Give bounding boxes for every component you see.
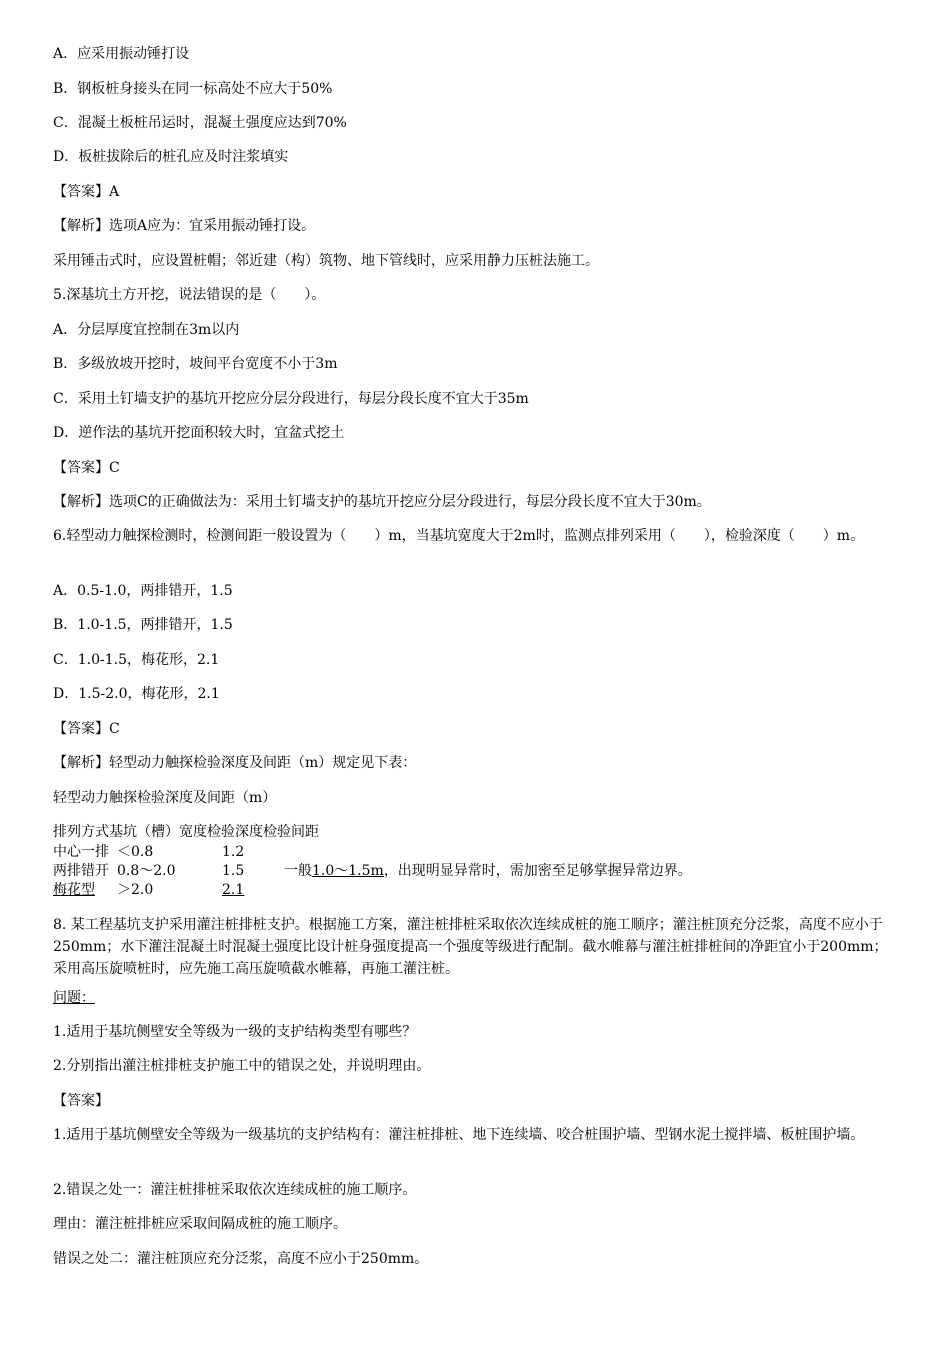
q8-q1: 1.适用于基坑侧壁安全等级为一级的支护结构类型有哪些？ — [53, 1024, 417, 1040]
q4-analysis: 【解析】选项A应为：宜采用振动锤打设。 — [53, 218, 316, 234]
row-depth: 1.5 — [222, 863, 245, 879]
q8-a1: 1.适用于基坑侧壁安全等级为一级基坑的支护结构有：灌注桩排桩、地下连续墙、咬合桩围护墙、型钢水泥土搅拌墙、板桩围护墙。 — [53, 1127, 865, 1143]
q6-analysis: 【解析】轻型动力触探检验深度及间距（m）规定见下表： — [53, 755, 417, 771]
q8-text: 8. 某工程基坑支护采用灌注桩排桩支护。根据施工方案，灌注桩排桩采取依次连续成桩的施工顺序；灌注桩顶充分泛浆，高度不应小于250mm；水下灌注混凝土时混凝土强度比设计桩身强度提高一个强度等级进行配制。截水帷幕与灌注桩排桩间的净距宜小于200mm；采用高压旋喷桩时，应先施工高压旋喷截水帷幕，再施工灌注桩。 — [53, 917, 888, 977]
q8-a2-reason: 理由：灌注桩排桩应采取间隔成桩的施工顺序。 — [53, 1216, 347, 1232]
q6-option-a: A．0.5-1.0，两排错开，1.5 — [53, 583, 233, 599]
spacing-suffix: ，出现明显异常时，需加密至足够掌握异常边界。 — [383, 863, 692, 879]
q5-option-c: C．采用土钉墙支护的基坑开挖应分层分段进行，每层分段长度不宜大于35m — [53, 391, 529, 407]
table-title: 轻型动力触探检验深度及间距（m） — [53, 790, 277, 806]
q4-option-d: D．板桩拔除后的桩孔应及时注浆填实 — [53, 149, 289, 165]
q5-question: 5.深基坑土方开挖，说法错误的是（ ）。 — [53, 287, 326, 303]
q5-analysis: 【解析】选项C的正确做法为：采用土钉墙支护的基坑开挖应分层分段进行，每层分段长度不宜大于30m。 — [53, 494, 711, 510]
q4-option-c: C．混凝土板桩吊运时，混凝土强度应达到70% — [53, 115, 347, 131]
q6-question: 6.轻型动力触探检测时，检测间距一般设置为（ ）m，当基坑宽度大于2m时，监测点排列采用（ ），检验深度（ ）m。 — [53, 528, 865, 544]
q5-answer: 【答案】C — [53, 460, 120, 476]
q8-answer-label: 【答案】 — [53, 1093, 109, 1109]
q8-q2: 2.分别指出灌注桩排桩支护施工中的错误之处，并说明理由。 — [53, 1058, 431, 1074]
q5-option-a: A．分层厚度宜控制在3m以内 — [53, 322, 240, 338]
row-width: ＞2.0 — [117, 882, 154, 898]
table-header: 排列方式基坑（槽）宽度检验深度检验间距 — [53, 824, 319, 840]
q4-note: 采用锤击式时，应设置桩帽；邻近建（构）筑物、地下管线时，应采用静力压桩法施工。 — [53, 253, 599, 269]
row-arrangement: 中心一排 — [53, 844, 109, 860]
row-spacing — [284, 862, 692, 880]
row-width: ＜0.8 — [117, 844, 154, 860]
row-depth: 2.1 — [222, 882, 245, 898]
q5-option-b: B．多级放坡开挖时，坡间平台宽度不小于3m — [53, 356, 338, 372]
q6-option-c: C．1.0-1.5，梅花形，2.1 — [53, 652, 220, 668]
row-arrangement: 两排错开 — [53, 863, 109, 879]
q6-answer: 【答案】C — [53, 721, 120, 737]
q8-questions-label: 问题： — [53, 990, 95, 1006]
spacing-prefix: 一般 — [284, 863, 312, 879]
q4-option-a: A．应采用振动锤打设 — [53, 46, 190, 62]
q4-answer: 【答案】A — [53, 184, 120, 200]
q6-option-d: D．1.5-2.0，梅花形，2.1 — [53, 686, 220, 702]
row-width: 0.8～2.0 — [117, 863, 176, 879]
row-depth: 1.2 — [222, 844, 245, 860]
q5-option-d: D．逆作法的基坑开挖面积较大时，宜盆式挖土 — [53, 425, 345, 441]
q8-a2-error2: 错误之处二：灌注桩顶应充分泛浆，高度不应小于250mm。 — [53, 1251, 429, 1267]
q8-a2: 2.错误之处一：灌注桩排桩采取依次连续成桩的施工顺序。 — [53, 1182, 417, 1198]
q4-option-b: B．钢板桩身接头在同一标高处不应大于50% — [53, 81, 333, 97]
row-arrangement: 梅花型 — [53, 882, 95, 898]
q6-option-b: B．1.0-1.5，两排错开，1.5 — [53, 617, 233, 633]
spacing-range: 1.0～1.5m — [312, 863, 384, 879]
